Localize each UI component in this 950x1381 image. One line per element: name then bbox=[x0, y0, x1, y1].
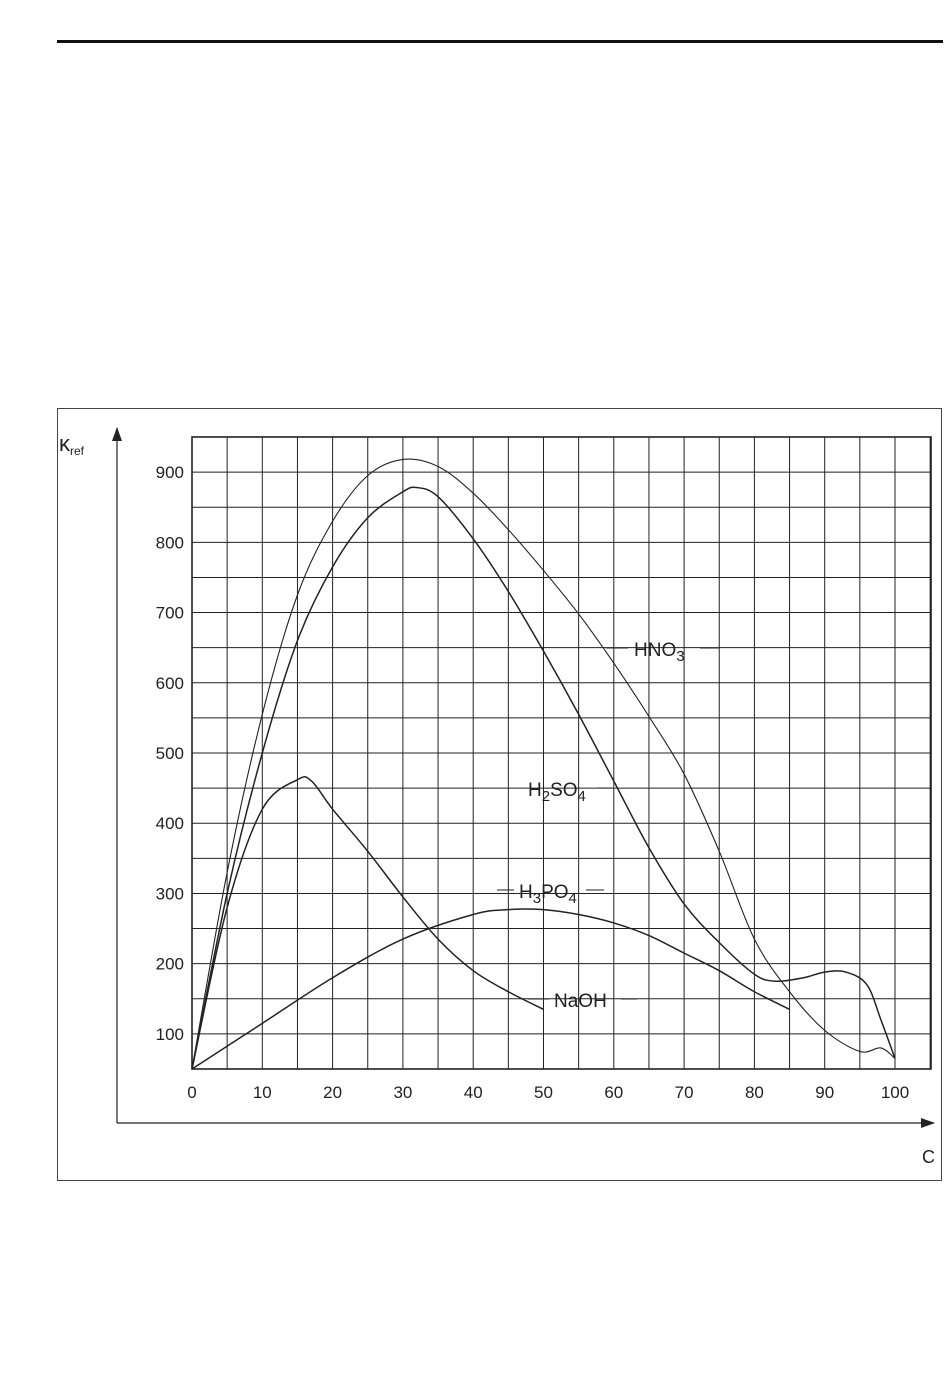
chart-labels bbox=[497, 640, 719, 1012]
series-label-h3po4: $H_3PO_4$ bbox=[519, 882, 577, 907]
x-tick-label: 20 bbox=[323, 1083, 343, 1102]
x-tick-label: 80 bbox=[744, 1083, 764, 1102]
y-tick-label: 200 bbox=[155, 954, 184, 974]
series-label-naoh: NaOH bbox=[554, 991, 607, 1012]
series-label-hno3: $HNO_3$ bbox=[634, 640, 685, 665]
x-tick-label: 100 bbox=[880, 1083, 910, 1102]
x-tick-label: 60 bbox=[604, 1083, 624, 1102]
x-axis-label: C bbox=[922, 1147, 935, 1167]
chart-grid bbox=[192, 437, 931, 1069]
x-tick-label: 70 bbox=[674, 1083, 694, 1102]
y-tick-label: 700 bbox=[155, 603, 184, 623]
x-tick-label: 0 bbox=[187, 1083, 197, 1102]
x-tick-label: 30 bbox=[393, 1083, 413, 1102]
y-tick-label: 400 bbox=[155, 814, 184, 834]
y-tick-label: 600 bbox=[155, 673, 184, 693]
x-tick-label: 10 bbox=[252, 1083, 272, 1102]
x-tick-label: 50 bbox=[534, 1083, 553, 1102]
series-label-h2so4: $H_2SO_4$ bbox=[528, 780, 586, 805]
x-tick-label: 90 bbox=[815, 1083, 835, 1102]
y-axis-label: κref bbox=[59, 431, 85, 458]
series-line-h3po4 bbox=[192, 909, 790, 1069]
chart-axes bbox=[117, 428, 934, 1123]
y-tick-label: 100 bbox=[155, 1024, 184, 1044]
y-tick-label: 300 bbox=[155, 884, 184, 904]
y-tick-label: 500 bbox=[155, 744, 184, 763]
y-tick-label: 800 bbox=[155, 533, 184, 553]
y-tick-label: 900 bbox=[155, 463, 184, 483]
x-tick-label: 40 bbox=[463, 1083, 483, 1102]
